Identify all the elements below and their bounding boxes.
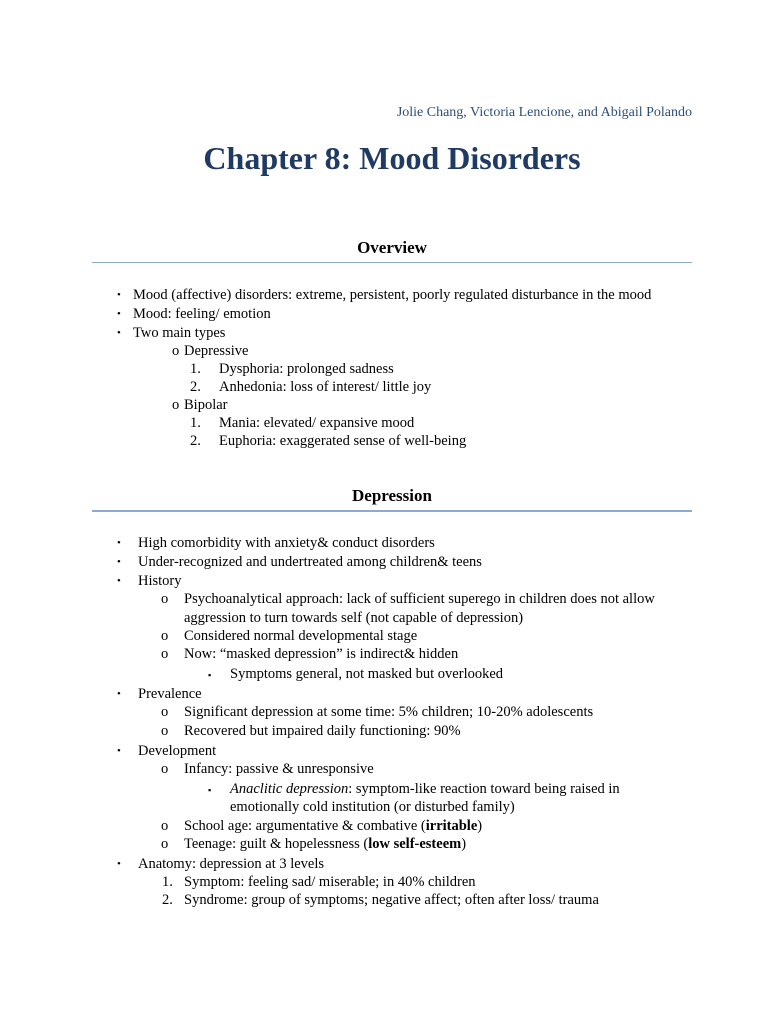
list-item: Recovered but impaired daily functioning: 90% [184,723,461,739]
bullet-marker: • [117,575,121,587]
school-age-bold: irritable [425,818,478,834]
circle-marker: o [161,836,169,852]
list-item: High comorbidity with anxiety& conduct disorders [138,535,435,551]
list-item: Significant depression at some time: 5% children; 10-20% adolescents [184,704,594,720]
bullet-marker: • [117,327,121,339]
list-item: Dysphoria: prolonged sadness [219,361,394,377]
list-item: Development [138,743,217,759]
page-title: Chapter 8: Mood Disorders [203,140,581,176]
list-item: Symptoms general, not masked but overlooked [230,666,504,682]
list-item: Prevalence [138,686,202,702]
overview-divider [92,262,692,263]
number-marker: 2. [190,433,201,449]
list-item: Depressive [184,343,249,359]
square-marker: ▪ [208,785,212,795]
list-item: History [138,573,182,589]
list-item: Considered normal developmental stage [184,628,418,644]
bullet-marker: • [117,858,121,870]
bullet-marker: • [117,556,121,568]
list-item: Mania: elevated/ expansive mood [219,415,415,431]
number-marker: 2. [162,892,173,908]
number-marker: 2. [190,379,201,395]
list-item: Now: “masked depression” is indirect& hidden [184,646,459,662]
circle-marker: o [161,723,169,739]
list-item: Anhedonia: loss of interest/ little joy [219,379,432,395]
bullet-marker: • [117,289,121,301]
list-item [184,817,482,835]
school-age-close: ) [477,818,483,834]
list-item: Infancy: passive & unresponsive [184,761,374,777]
teenage-close: ) [461,836,467,852]
number-marker: 1. [162,874,173,890]
teenage-bold: low self-esteem [368,836,462,852]
list-item: Symptom: feeling sad/ miserable; in 40% children [184,874,476,890]
bullet-marker: • [117,537,121,549]
list-item: Psychoanalytical approach: lack of sufficient superego in children does not allow [184,591,655,607]
number-marker: 1. [190,361,201,377]
anaclitic-desc: : symptom-like reaction toward being raised in [348,781,620,797]
list-item-continuation: emotionally cold institution (or disturbed family) [230,799,515,815]
list-item: Bipolar [184,397,228,413]
bullet-marker: • [117,308,121,320]
list-item: Euphoria: exaggerated sense of well-being [219,433,467,449]
anaclitic-term: Anaclitic depression [230,781,349,797]
circle-marker: o [161,761,169,777]
circle-marker: o [161,628,169,644]
bullet-marker: • [117,745,121,757]
circle-marker: o [161,646,169,662]
list-item: Two main types [133,325,226,341]
list-item [184,835,466,853]
list-item: Under-recognized and undertreated among children& teens [138,554,482,570]
list-item-continuation: aggression to turn towards self (not capable of depression) [184,610,524,626]
list-item: Syndrome: group of symptoms; negative affect; often after loss/ trauma [184,892,599,908]
school-age-text: School age: argumentative & combative ( [184,818,426,834]
authors-line: Jolie Chang, Victoria Lencione, and Abigail Polando [396,105,692,120]
teenage-text: Teenage: guilt & hopelessness ( [184,836,369,852]
square-marker: ▪ [208,670,212,680]
list-item: Mood: feeling/ emotion [133,306,271,322]
depression-divider [92,510,692,512]
list-item: Anatomy: depression at 3 levels [138,856,325,872]
list-item: Mood (affective) disorders: extreme, persistent, poorly regulated disturbance in the mood [133,287,652,303]
overview-heading: Overview [357,238,427,257]
depression-heading: Depression [352,486,432,505]
bullet-marker: • [117,688,121,700]
number-marker: 1. [190,415,201,431]
circle-marker: o [161,704,169,720]
list-item [230,780,620,798]
circle-marker: o [172,397,180,413]
circle-marker: o [161,818,169,834]
circle-marker: o [161,591,169,607]
circle-marker: o [172,343,180,359]
